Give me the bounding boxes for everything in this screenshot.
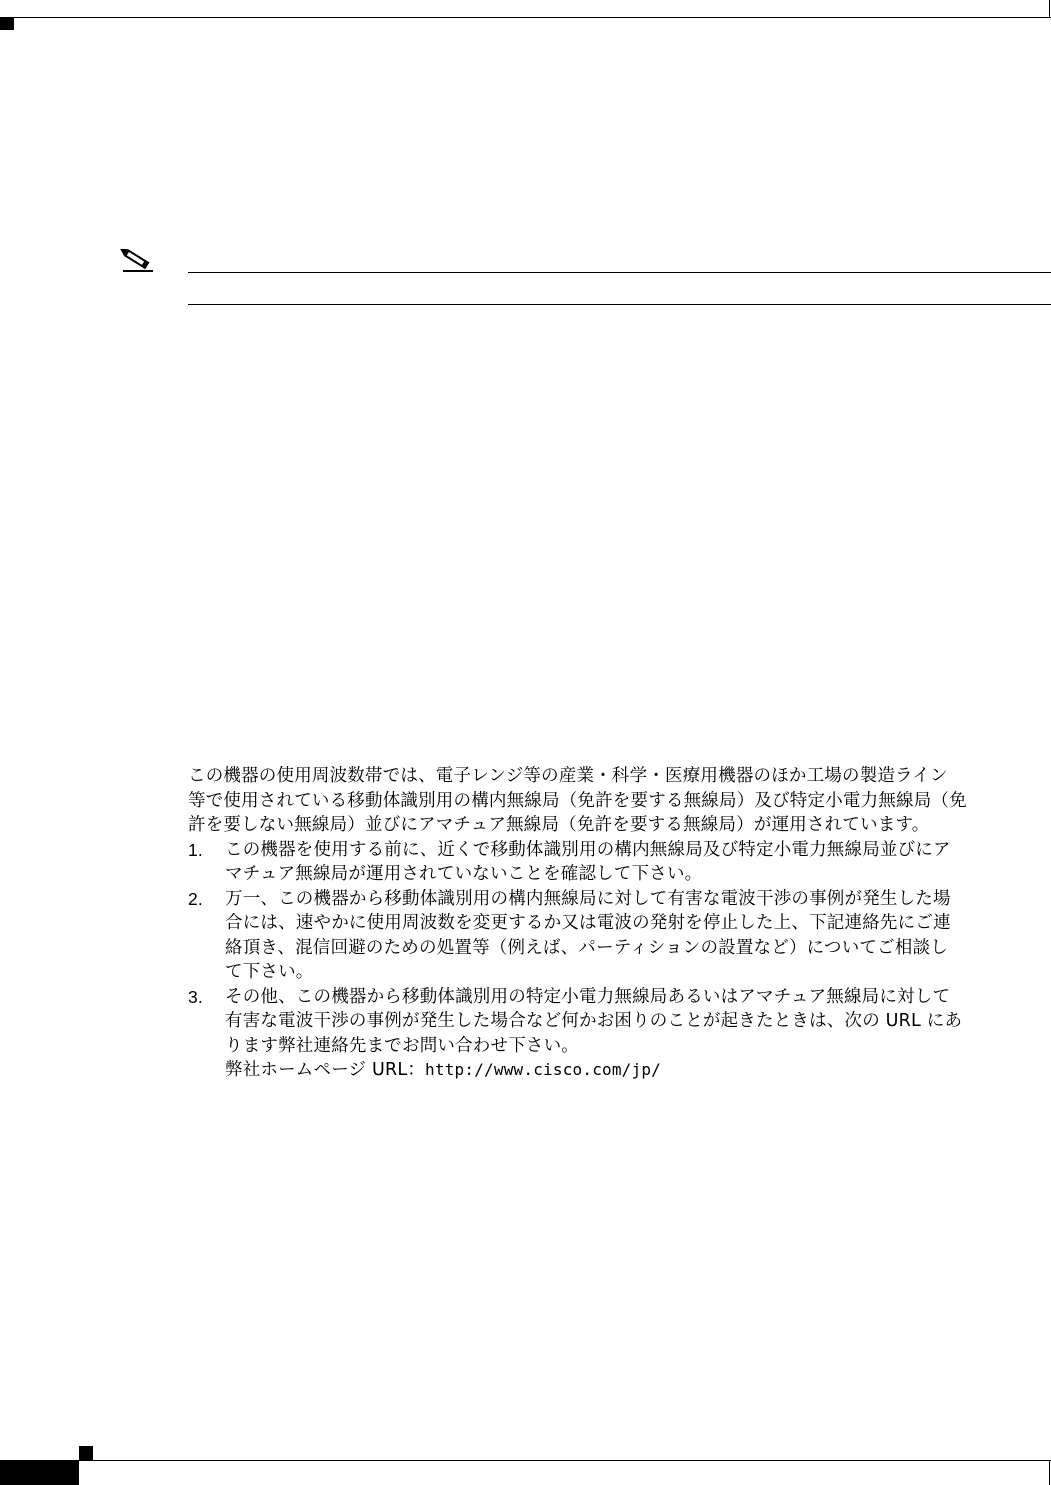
list-item-line: 合には、速やかに使用周波数を変更するか又は電波の発射を停止した上、下記連絡先にご連 [225,913,951,933]
header-corner-mark [1049,0,1050,18]
footer-page-tab [0,1460,79,1485]
notice-list-item [188,838,1016,887]
list-item-line: 有害な電波干渉の事例が発生した場合など何かお困りのことが起きたときは、次の URL にあ [225,1011,963,1031]
notice-list-item [188,985,1016,1083]
list-item-number: 3. [188,986,203,1007]
list-item-line: マチュア無線局が運用されていないことを確認して下さい。 [225,864,703,884]
list-item-line: その他、この機器から移動体識別用の特定小電力無線局あるいはアマチュア無線局に対して [225,986,951,1007]
notice-list [188,838,1016,1083]
homepage-url-line [225,1058,1016,1083]
footer-margin-mark [79,1446,93,1460]
note-rule-top [188,272,1051,273]
notice-intro-line: 許を要しない無線局）並びにアマチュア無線局（免許を要する無線局）が運用されています。 [188,815,930,835]
list-item-line: 万一、この機器から移動体識別用の構内無線局に対して有害な電波干渉の事例が発生した場 [225,888,951,909]
note-rule-bottom [188,304,1051,305]
notice-intro-line: この機器の使用周波数帯では、電子レンジ等の産業・科学・医療用機器のほか工場の製造ライン [188,766,948,786]
footer-corner-mark [1049,1460,1050,1485]
list-item-number: 1. [188,839,203,860]
list-item-line: この機器を使用する前に、近くで移動体識別用の構内無線局及び特定小電力無線局並びにア [225,839,951,860]
homepage-url-link[interactable]: http://www.cisco.com/jp/ [425,1060,662,1079]
header-margin-mark [0,18,14,30]
footer-rule [0,1460,1051,1461]
list-item-number: 2. [188,888,203,909]
header-rule [0,17,1051,18]
notice-list-item [188,887,1016,985]
list-item-line: ります弊社連絡先までお問い合わせ下さい。 [225,1035,579,1056]
list-item-line: て下さい。 [225,962,314,982]
note-pencil-icon [120,247,156,273]
list-item-line: 絡頂き、混信回避のための処置等（例えば、パーティションの設置など）についてご相談し [225,937,948,958]
notice-intro-line: 等で使用されている移動体識別用の構内無線局（免許を要する無線局）及び特定小電力無線局（免 [188,790,967,811]
url-label: 弊社ホームページ URL： [225,1060,426,1080]
japan-radio-notice [188,764,1016,1083]
